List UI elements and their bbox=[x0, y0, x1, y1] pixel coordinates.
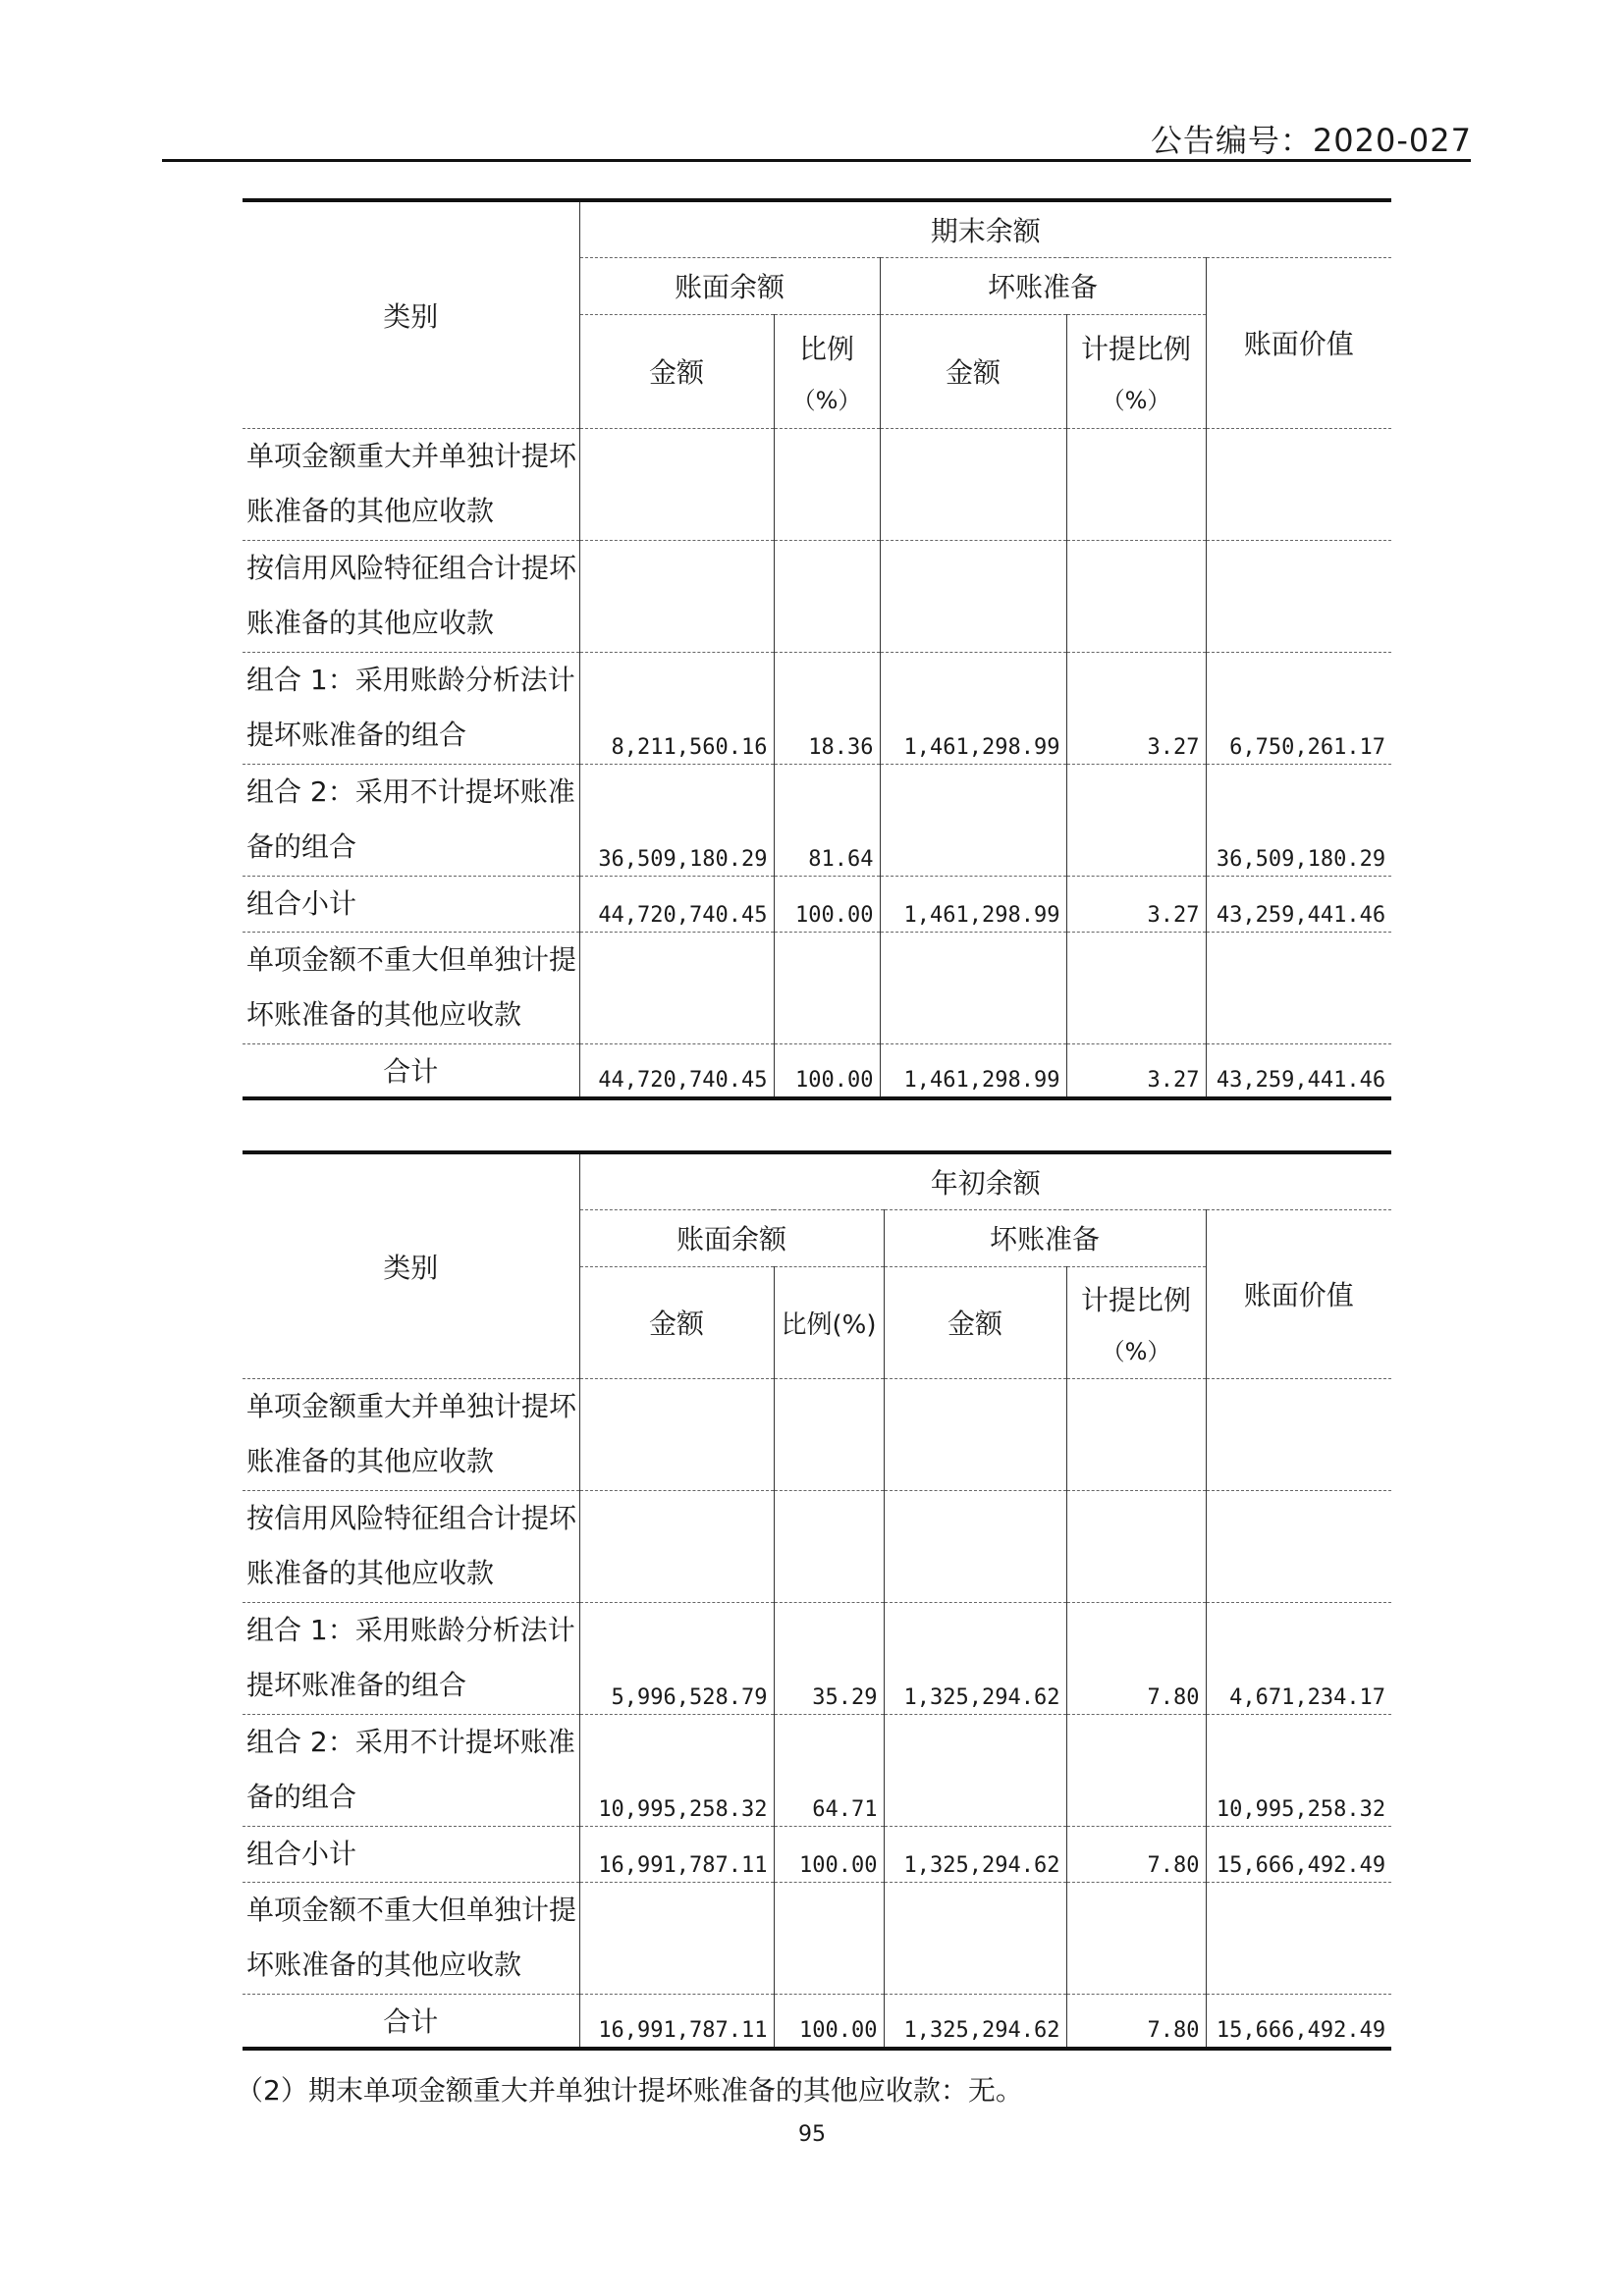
bad-debt-header: 坏账准备 bbox=[880, 257, 1206, 314]
row-category: 单项金额不重大但单独计提坏账准备的其他应收款 bbox=[243, 932, 579, 1043]
row-amount: 44,720,740.45 bbox=[579, 876, 774, 932]
row-category: 组合 1：采用账龄分析法计提坏账准备的组合 bbox=[243, 652, 579, 764]
row-provision-ratio: 3.27 bbox=[1066, 652, 1206, 764]
row-category: 单项金额重大并单独计提坏账准备的其他应收款 bbox=[243, 428, 579, 540]
amount-header: 金额 bbox=[579, 1266, 774, 1378]
row-amount bbox=[579, 932, 774, 1043]
row-ratio bbox=[774, 1378, 884, 1490]
row-provision-ratio bbox=[1066, 1490, 1206, 1602]
row-book-value: 6,750,261.17 bbox=[1206, 652, 1391, 764]
book-value-header: 账面价值 bbox=[1206, 257, 1391, 428]
row-provision-ratio bbox=[1066, 1882, 1206, 1994]
row-bad-debt-amount: 1,461,298.99 bbox=[880, 652, 1066, 764]
row-ratio: 81.64 bbox=[774, 764, 880, 876]
table-row bbox=[243, 764, 1391, 876]
row-ratio: 100.00 bbox=[774, 1043, 880, 1098]
row-bad-debt-amount: 1,325,294.62 bbox=[884, 1994, 1066, 2049]
row-bad-debt-amount bbox=[880, 932, 1066, 1043]
row-provision-ratio: 7.80 bbox=[1066, 1994, 1206, 2049]
row-amount bbox=[579, 1378, 774, 1490]
row-amount: 16,991,787.11 bbox=[579, 1826, 774, 1882]
row-bad-debt-amount: 1,325,294.62 bbox=[884, 1602, 1066, 1714]
page-number: 95 bbox=[798, 2122, 826, 2147]
table-row bbox=[243, 1378, 1391, 1490]
row-provision-ratio: 3.27 bbox=[1066, 876, 1206, 932]
row-ratio bbox=[774, 1882, 884, 1994]
row-amount: 5,996,528.79 bbox=[579, 1602, 774, 1714]
bad-debt-amount-header: 金额 bbox=[884, 1266, 1066, 1378]
row-provision-ratio bbox=[1066, 932, 1206, 1043]
row-ratio bbox=[774, 932, 880, 1043]
row-book-value: 36,509,180.29 bbox=[1206, 764, 1391, 876]
row-amount: 8,211,560.16 bbox=[579, 652, 774, 764]
category-header: 类别 bbox=[243, 200, 579, 428]
provision-ratio-header bbox=[1066, 314, 1206, 428]
book-balance-header: 账面余额 bbox=[579, 1209, 884, 1266]
book-value-header: 账面价值 bbox=[1206, 1209, 1391, 1378]
period-title: 年初余额 bbox=[579, 1152, 1391, 1209]
row-bad-debt-amount bbox=[884, 1882, 1066, 1994]
row-book-value: 4,671,234.17 bbox=[1206, 1602, 1391, 1714]
amount-header: 金额 bbox=[579, 314, 774, 428]
row-provision-ratio: 3.27 bbox=[1066, 1043, 1206, 1098]
table-row bbox=[243, 1714, 1391, 1826]
period-title: 期末余额 bbox=[579, 200, 1391, 257]
row-amount: 16,991,787.11 bbox=[579, 1994, 774, 2049]
row-category: 组合小计 bbox=[243, 876, 579, 932]
total-row bbox=[243, 1043, 1391, 1098]
row-category: 组合 2：采用不计提坏账准备的组合 bbox=[243, 764, 579, 876]
bad-debt-amount-header: 金额 bbox=[880, 314, 1066, 428]
row-book-value bbox=[1206, 1378, 1391, 1490]
table-row bbox=[243, 652, 1391, 764]
provision-ratio-label: 计提比例 bbox=[1080, 1283, 1191, 1316]
row-book-value: 15,666,492.49 bbox=[1206, 1826, 1391, 1882]
row-bad-debt-amount: 1,461,298.99 bbox=[880, 876, 1066, 932]
row-ratio bbox=[774, 540, 880, 652]
row-book-value bbox=[1206, 540, 1391, 652]
bad-debt-header: 坏账准备 bbox=[884, 1209, 1206, 1266]
header-rule bbox=[162, 159, 1471, 162]
table-row bbox=[243, 428, 1391, 540]
row-bad-debt-amount bbox=[880, 540, 1066, 652]
row-bad-debt-amount bbox=[880, 428, 1066, 540]
row-category: 组合小计 bbox=[243, 1826, 579, 1882]
row-ratio bbox=[774, 428, 880, 540]
row-book-value: 15,666,492.49 bbox=[1206, 1994, 1391, 2049]
row-book-value bbox=[1206, 1490, 1391, 1602]
category-header: 类别 bbox=[243, 1152, 579, 1378]
row-category: 按信用风险特征组合计提坏账准备的其他应收款 bbox=[243, 1490, 579, 1602]
row-book-value: 43,259,441.46 bbox=[1206, 876, 1391, 932]
row-ratio bbox=[774, 1490, 884, 1602]
ratio-header-unit: （%） bbox=[791, 386, 862, 414]
row-category: 单项金额重大并单独计提坏账准备的其他应收款 bbox=[243, 1378, 579, 1490]
row-category: 合计 bbox=[243, 1043, 579, 1098]
row-category: 按信用风险特征组合计提坏账准备的其他应收款 bbox=[243, 540, 579, 652]
row-ratio: 35.29 bbox=[774, 1602, 884, 1714]
table-row bbox=[243, 932, 1391, 1043]
row-ratio: 64.71 bbox=[774, 1714, 884, 1826]
provision-ratio-label: 计提比例 bbox=[1080, 332, 1191, 365]
row-amount: 10,995,258.32 bbox=[579, 1714, 774, 1826]
row-provision-ratio bbox=[1066, 428, 1206, 540]
row-provision-ratio bbox=[1066, 1378, 1206, 1490]
table-row bbox=[243, 1602, 1391, 1714]
footnote: （2）期末单项金额重大并单独计提坏账准备的其他应收款：无。 bbox=[236, 2074, 1023, 2107]
row-category: 组合 2：采用不计提坏账准备的组合 bbox=[243, 1714, 579, 1826]
table-row bbox=[243, 1826, 1391, 1882]
row-bad-debt-amount bbox=[884, 1714, 1066, 1826]
row-amount: 44,720,740.45 bbox=[579, 1043, 774, 1098]
year-start-balance-table bbox=[243, 1150, 1391, 2051]
row-book-value: 10,995,258.32 bbox=[1206, 1714, 1391, 1826]
table-row bbox=[243, 876, 1391, 932]
row-provision-ratio bbox=[1066, 764, 1206, 876]
row-provision-ratio: 7.80 bbox=[1066, 1826, 1206, 1882]
ratio-header: 比例(%) bbox=[774, 1266, 884, 1378]
row-bad-debt-amount: 1,461,298.99 bbox=[880, 1043, 1066, 1098]
row-amount: 36,509,180.29 bbox=[579, 764, 774, 876]
row-ratio: 100.00 bbox=[774, 1826, 884, 1882]
provision-ratio-unit: （%） bbox=[1101, 1337, 1171, 1365]
provision-ratio-unit: （%） bbox=[1101, 386, 1171, 414]
row-ratio: 18.36 bbox=[774, 652, 880, 764]
row-amount bbox=[579, 540, 774, 652]
period-end-balance-table bbox=[243, 198, 1391, 1100]
row-amount bbox=[579, 428, 774, 540]
row-book-value bbox=[1206, 932, 1391, 1043]
row-amount bbox=[579, 1490, 774, 1602]
table-row bbox=[243, 540, 1391, 652]
row-bad-debt-amount bbox=[880, 764, 1066, 876]
book-balance-header: 账面余额 bbox=[579, 257, 880, 314]
row-amount bbox=[579, 1882, 774, 1994]
table-row bbox=[243, 1490, 1391, 1602]
row-category: 单项金额不重大但单独计提坏账准备的其他应收款 bbox=[243, 1882, 579, 1994]
row-ratio: 100.00 bbox=[774, 1994, 884, 2049]
row-ratio: 100.00 bbox=[774, 876, 880, 932]
table-row bbox=[243, 1882, 1391, 1994]
row-bad-debt-amount: 1,325,294.62 bbox=[884, 1826, 1066, 1882]
row-book-value bbox=[1206, 428, 1391, 540]
row-bad-debt-amount bbox=[884, 1490, 1066, 1602]
announcement-number: 公告编号：2020-027 bbox=[1150, 122, 1472, 159]
row-provision-ratio: 7.80 bbox=[1066, 1602, 1206, 1714]
row-provision-ratio bbox=[1066, 1714, 1206, 1826]
row-category: 组合 1：采用账龄分析法计提坏账准备的组合 bbox=[243, 1602, 579, 1714]
total-row bbox=[243, 1994, 1391, 2049]
ratio-header bbox=[774, 314, 880, 428]
provision-ratio-header bbox=[1066, 1266, 1206, 1378]
row-provision-ratio bbox=[1066, 540, 1206, 652]
row-category: 合计 bbox=[243, 1994, 579, 2049]
ratio-header-label: 比例 bbox=[798, 332, 854, 365]
row-bad-debt-amount bbox=[884, 1378, 1066, 1490]
row-book-value: 43,259,441.46 bbox=[1206, 1043, 1391, 1098]
row-book-value bbox=[1206, 1882, 1391, 1994]
